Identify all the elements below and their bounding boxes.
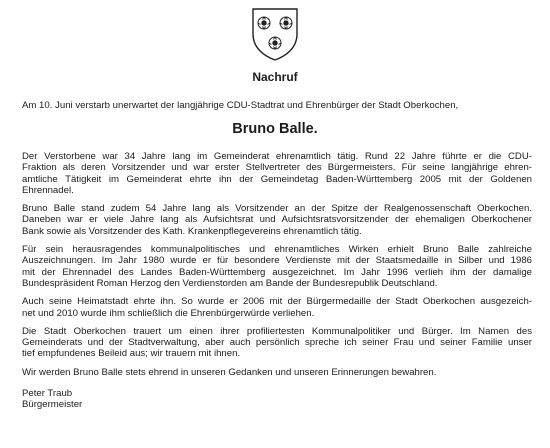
text-line: Bundespräsident Roman Herzog den Verdienstorden am Bande der Bundesrepublik Deutschland.: [22, 277, 438, 289]
paragraph-awards: [22, 244, 532, 289]
text-line: Bruno Balle stand zudem 54 Jahre lang als Vorsitzender an der Spitze der Realgenossenschaft Oberkochen.: [22, 203, 532, 215]
obituary-heading: Nachruf: [252, 70, 298, 84]
text-line: net und 2010 wurde ihm schließlich die Ehrenbürgerwürde verliehen.: [22, 307, 315, 319]
text-line: mit der Ehrennadel des Landes Baden-Württemberg ausgezeichnet. Im Jahr 1996 verlieh ihm der damalige: [22, 266, 532, 278]
text-line: Daneben war er viele Jahre lang als Aufsichtsrat und Aufsichtsratsvorsitzender der ehemaligen Oberkochener: [22, 214, 532, 226]
paragraph-closing: [22, 367, 532, 378]
paragraph-council: [22, 151, 532, 196]
text-line: Ehrennadel.: [22, 184, 74, 196]
text-line: Wir werden Bruno Balle stets ehrend in unseren Gedanken und unseren Erinnerungen bewahren.: [22, 366, 437, 378]
text-line: Die Stadt Oberkochen trauert um einen ihrer profiliertesten Kommunalpolitiker und Bürger. Im Namen des: [22, 325, 532, 337]
text-line: Für sein herausragendes kommunalpolitisches und ehrenamtliches Wirken erhielt Bruno Balle zahlreiche: [22, 244, 532, 256]
intro-text: Am 10. Juni verstarb unerwartet der langjährige CDU-Stadtrat und Ehrenbürger der Stadt Oberkochen,: [22, 100, 459, 111]
deceased-name: Bruno Balle.: [232, 121, 318, 137]
coat-of-arms-icon: [250, 6, 300, 62]
text-line: Auch seine Heimatstadt ehrte ihn. So wurde er 2006 mit der Bürgermedaille der Stadt Oberkochen ausgezeich-: [22, 296, 532, 308]
obituary-body: [22, 151, 532, 410]
signatory-title: Bürgermeister: [22, 399, 83, 411]
text-line: tief empfundenes Beileid aus; wir trauern mit ihnen.: [22, 348, 241, 360]
text-line: Auszeichnungen. Im Jahr 1980 wurde er für besondere Verdienste mit der Staatsmedaille in Silber und 1986: [22, 255, 532, 267]
signatory-name: Peter Traub: [22, 388, 73, 400]
paragraph-cooperative: [22, 203, 532, 237]
text-line: Gemeinderats und der Stadtverwaltung, aber auch persönlich spreche ich seiner Frau und seiner Familie unser: [22, 337, 532, 349]
paragraph-condolences: [22, 326, 532, 360]
text-line: Bank sowie als Vorsitzender des Kath. Krankenpflegevereins ehrenamtlich tätig.: [22, 225, 362, 237]
signature-block: [22, 388, 532, 410]
text-line: amtliche Tätigkeit im Gemeinderat ehrte ihn der Gemeindetag Baden-Württemberg 2005 mit der Goldenen: [22, 173, 532, 185]
text-line: Der Verstorbene war 34 Jahre lang im Gemeinderat ehrenamtlich tätig. Rund 22 Jahre führte er die CDU-: [22, 151, 532, 162]
text-line: Fraktion als deren Vorsitzender und war erster Stellvertreter des Bürgermeisters. Für seine langjährige ehren-: [22, 162, 532, 174]
paragraph-hometown: [22, 296, 532, 319]
